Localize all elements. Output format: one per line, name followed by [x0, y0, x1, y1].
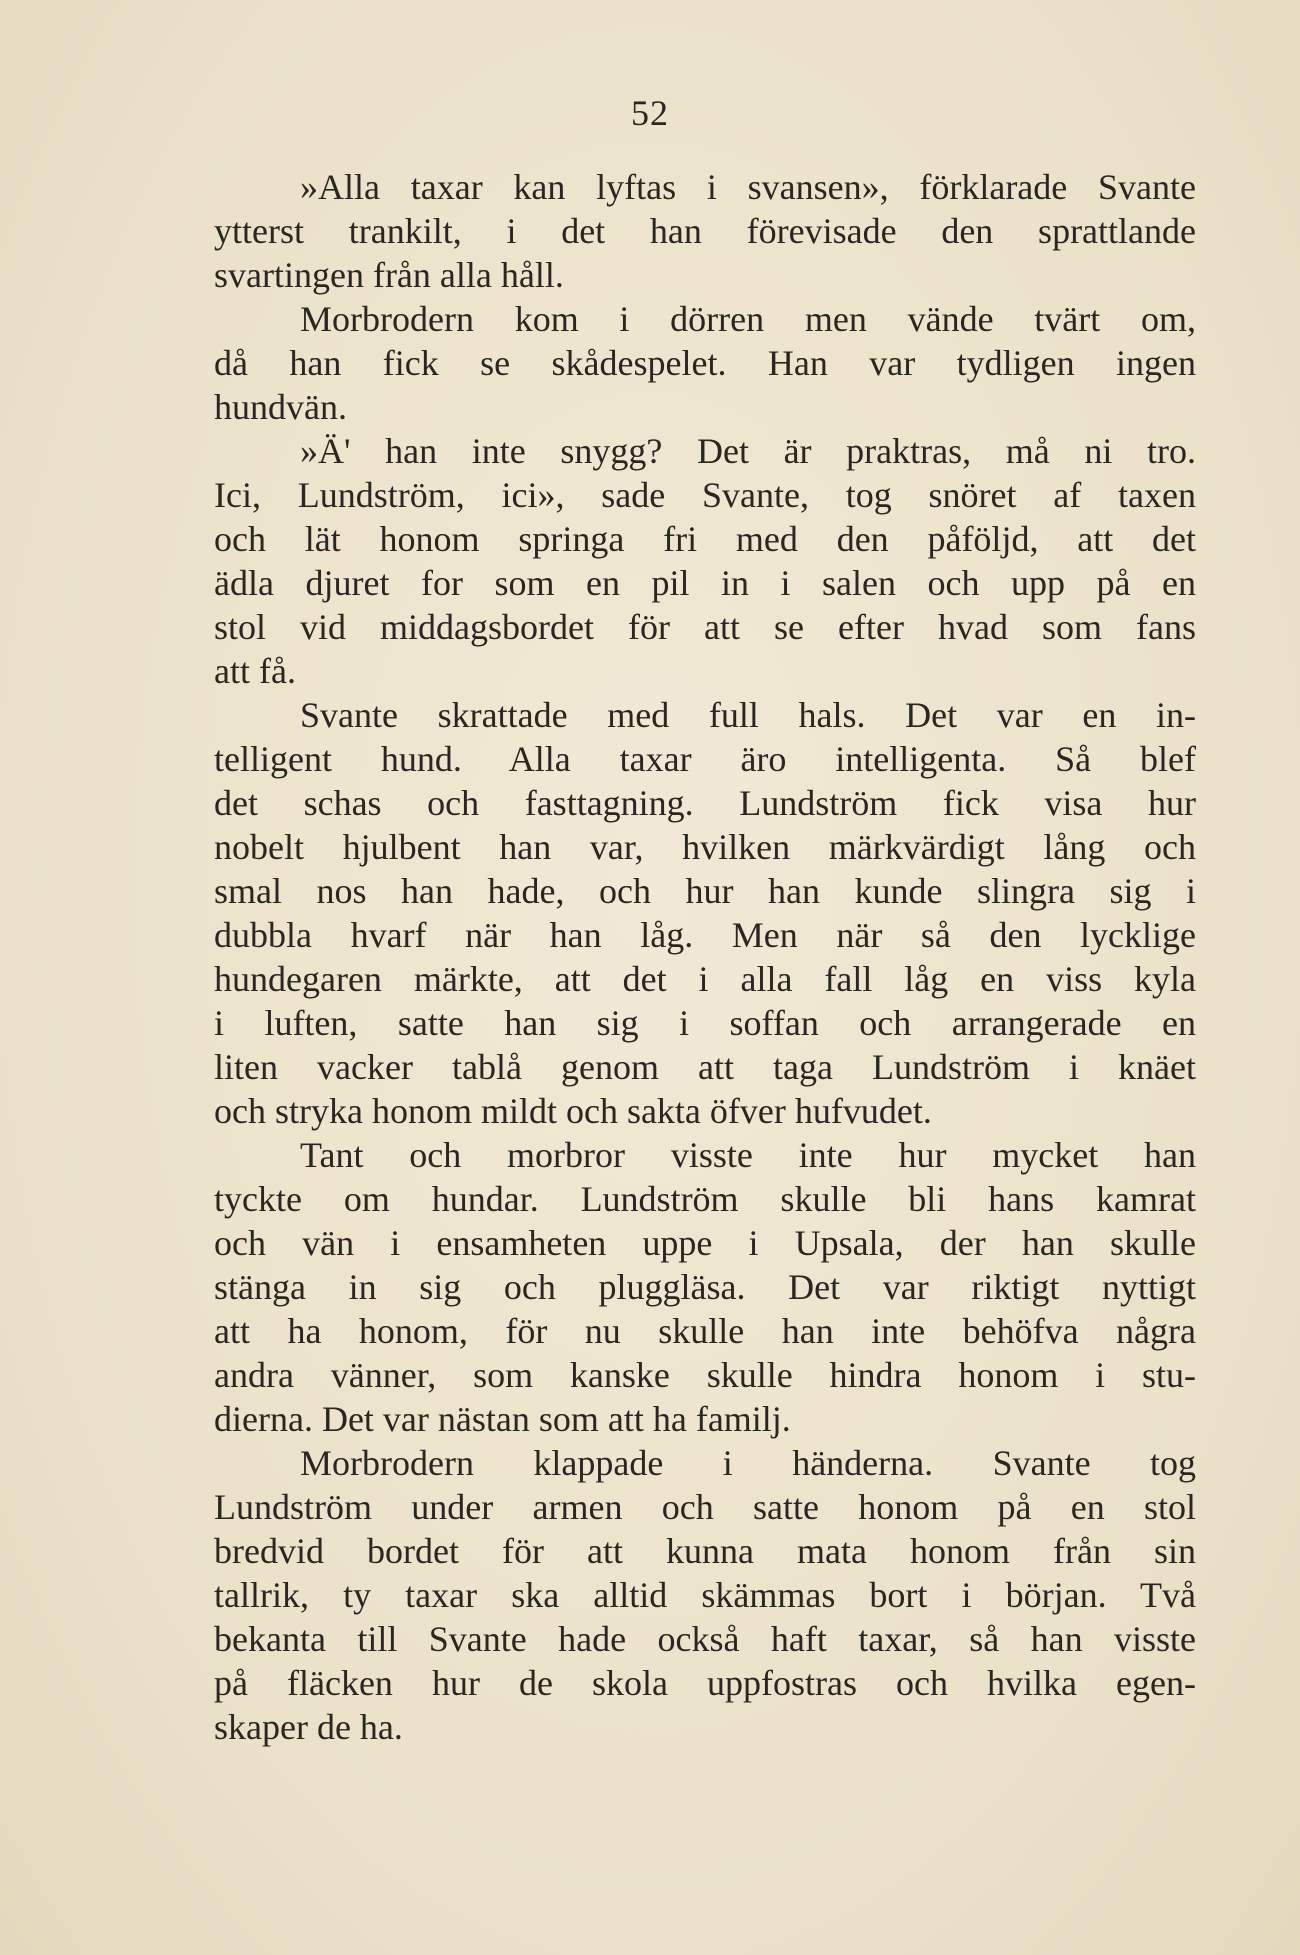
text-line: »Ä' han inte snygg? Det är praktras, må ni tro. — [300, 431, 1196, 471]
text-line: Ici, Lundström, ici», sade Svante, tog snöret af taxen — [214, 475, 1196, 515]
text-line: Lundström under armen och satte honom på en stol — [214, 1487, 1196, 1527]
body-text — [214, 165, 1196, 1749]
text-line: det schas och fasttagning. Lundström fick visa hur — [214, 783, 1196, 823]
text-line: Tant och morbror visste inte hur mycket han — [300, 1135, 1196, 1175]
text-line: i luften, satte han sig i soffan och arrangerade en — [214, 1003, 1196, 1043]
text-line: ädla djuret for som en pil in i salen och upp på en — [214, 563, 1196, 603]
text-line: då han fick se skådespelet. Han var tydligen ingen — [214, 343, 1196, 383]
text-line: att ha honom, för nu skulle han inte behöfva några — [214, 1311, 1196, 1351]
text-line: svartingen från alla håll. — [214, 255, 564, 295]
text-line: stänga in sig och pluggläsa. Det var riktigt nyttigt — [214, 1267, 1196, 1307]
text-line: Morbrodern kom i dörren men vände tvärt om, — [300, 299, 1196, 339]
text-line: på fläcken hur de skola uppfostras och hvilka egen- — [214, 1663, 1196, 1703]
text-line: bekanta till Svante hade också haft taxar, så han visste — [214, 1619, 1196, 1659]
text-line: telligent hund. Alla taxar äro intelligenta. Så blef — [214, 739, 1196, 779]
text-line: ytterst trankilt, i det han förevisade den sprattlande — [214, 211, 1196, 251]
text-line: Morbrodern klappade i händerna. Svante tog — [300, 1443, 1196, 1483]
text-line: tallrik, ty taxar ska alltid skämmas bort i början. Två — [214, 1575, 1196, 1615]
text-line: dierna. Det var nästan som att ha familj. — [214, 1399, 791, 1439]
page-number: 52 — [631, 93, 669, 133]
text-line: och stryka honom mildt och sakta öfver hufvudet. — [214, 1091, 932, 1131]
text-line: och lät honom springa fri med den påföljd, att det — [214, 519, 1196, 559]
text-line: dubbla hvarf när han låg. Men när så den lycklige — [214, 915, 1196, 955]
text-line: nobelt hjulbent han var, hvilken märkvärdigt lång och — [214, 827, 1196, 867]
text-line: smal nos han hade, och hur han kunde slingra sig i — [214, 871, 1196, 911]
text-line: hundvän. — [214, 387, 347, 427]
text-line: tyckte om hundar. Lundström skulle bli hans kamrat — [214, 1179, 1196, 1219]
text-line: att få. — [214, 651, 296, 691]
text-line: skaper de ha. — [214, 1707, 403, 1747]
text-line: hundegaren märkte, att det i alla fall låg en viss kyla — [214, 959, 1196, 999]
text-line: och vän i ensamheten uppe i Upsala, der han skulle — [214, 1223, 1196, 1263]
text-line: liten vacker tablå genom att taga Lundström i knäet — [214, 1047, 1196, 1087]
text-line: bredvid bordet för att kunna mata honom från sin — [214, 1531, 1196, 1571]
text-line: Svante skrattade med full hals. Det var en in- — [300, 695, 1196, 735]
text-line: »Alla taxar kan lyftas i svansen», förklarade Svante — [300, 167, 1196, 207]
text-line: andra vänner, som kanske skulle hindra honom i stu- — [214, 1355, 1196, 1395]
text-line: stol vid middagsbordet för att se efter hvad som fans — [214, 607, 1196, 647]
